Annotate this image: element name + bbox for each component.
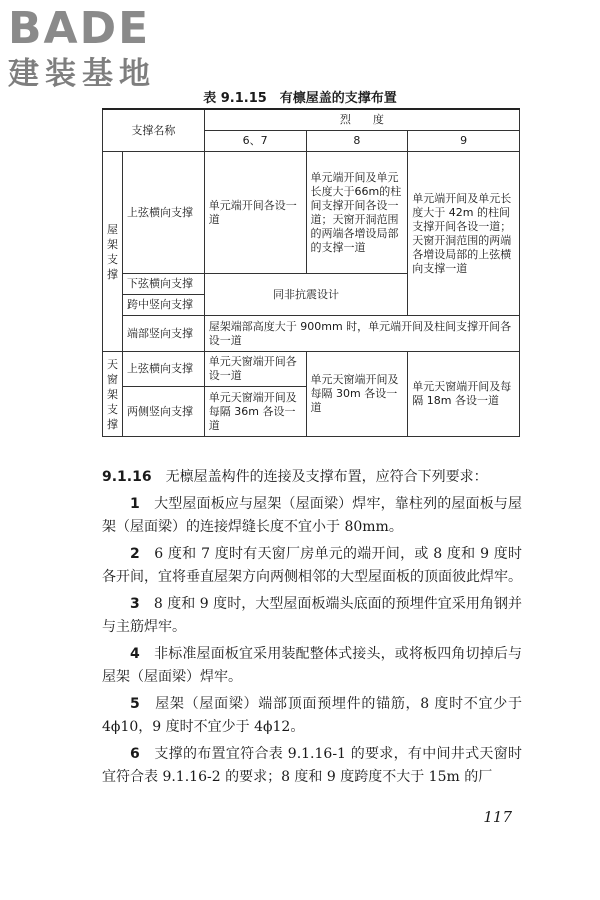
clause-body	[102, 466, 522, 793]
cell-sky-upper-67: 单元天窗端开间各设一道	[204, 352, 306, 387]
row-name-lower-chord: 下弦横向支撑	[122, 274, 204, 295]
cell-same-non-seismic: 同非抗震设计	[204, 274, 408, 316]
table-title: 表 9.1.15 有檩屋盖的支撑布置	[203, 91, 397, 106]
item-num: 2	[130, 546, 140, 562]
item-text: 8 度和 9 度时，大型屋面板端头底面的预埋件宜采用角钢并与主筋焊牢。	[102, 596, 522, 635]
item-text: 屋架（屋面梁）端部顶面预埋件的锚筋，8 度时不宜少于 4ϕ10，9 度时不宜少于 4ϕ12。	[102, 696, 522, 735]
header-name-col: 支撑名称	[103, 109, 205, 152]
item-text: 大型屋面板应与屋架（屋面梁）焊牢，靠柱列的屋面板与屋架（屋面梁）的连接焊缝长度不宜小于 80mm。	[102, 496, 523, 535]
clause-heading	[102, 466, 522, 489]
clause-item-4	[102, 643, 522, 689]
row-name-upper-chord: 上弦横向支撑	[122, 152, 204, 274]
cell-sky-side-67: 单元天窗端开间及每隔 36m 各设一道	[204, 387, 306, 437]
item-num: 6	[130, 746, 140, 762]
bracing-table	[102, 108, 520, 437]
item-text: 6 度和 7 度时有天窗厂房单元的端开间，或 8 度和 9 度时各开间，宜将垂直屋架方向两侧相邻的大型屋面板的顶面彼此焊牢。	[102, 546, 522, 585]
item-text: 非标准屋面板宜采用装配整体式接头，或将板四角切掉后与屋架（屋面梁）焊牢。	[102, 646, 523, 685]
row-name-end-vertical: 端部竖向支撑	[122, 316, 204, 352]
cell-sky-9: 单元天窗端开间及每隔 18m 各设一道	[408, 352, 520, 437]
cell-upper-chord-67: 单元端开间各设一道	[204, 152, 306, 274]
header-intensity: 烈 度	[204, 109, 519, 131]
group-skylight-label: 天窗架支撑	[103, 352, 123, 437]
clause-item-1	[102, 493, 522, 539]
clause-item-5	[102, 693, 522, 739]
cell-upper-chord-9: 单元端开间及单元长度大于 42m 的柱间支撑开间各设一道；天窗开洞范围的两端各增设局部的上弦横向支撑一道	[408, 152, 520, 316]
header-deg-9: 9	[408, 131, 520, 152]
header-deg-8: 8	[306, 131, 408, 152]
cell-upper-chord-8: 单元端开间及单元长度大于66m的柱间支撑开间各设一道；天窗开洞范围的两端各增设局部的支撑一道	[306, 152, 408, 274]
page-number: 117	[483, 808, 512, 826]
item-num: 1	[130, 496, 140, 512]
header-deg-67: 6、7	[204, 131, 306, 152]
cell-sky-8: 单元天窗端开间及每隔 30m 各设一道	[306, 352, 408, 437]
group-roof-label: 屋架支撑	[103, 152, 123, 352]
row-name-sky-side: 两侧竖向支撑	[122, 387, 204, 437]
cell-end-vertical: 屋架端部高度大于 900mm 时，单元端开间及柱间支撑开间各设一道	[204, 316, 519, 352]
clause-item-2	[102, 543, 522, 589]
logo-main-text: BADE	[8, 3, 151, 54]
row-name-mid-span: 跨中竖向支撑	[122, 295, 204, 316]
item-num: 4	[130, 646, 140, 662]
clause-item-3	[102, 593, 522, 639]
logo-sub-text: 建装基地	[8, 56, 156, 92]
item-num: 3	[130, 596, 140, 612]
item-text: 支撑的布置宜符合表 9.1.16-1 的要求，有中间井式天窗时宜符合表 9.1.16-2 的要求；8 度和 9 度跨度不大于 15m 的厂	[102, 746, 522, 785]
clause-number: 9.1.16	[102, 469, 152, 485]
item-num: 5	[130, 696, 140, 712]
bade-logo	[8, 3, 188, 92]
row-name-sky-upper: 上弦横向支撑	[122, 352, 204, 387]
clause-item-6	[102, 743, 522, 789]
clause-intro: 无檩屋盖构件的连接及支撑布置，应符合下列要求：	[165, 469, 488, 485]
